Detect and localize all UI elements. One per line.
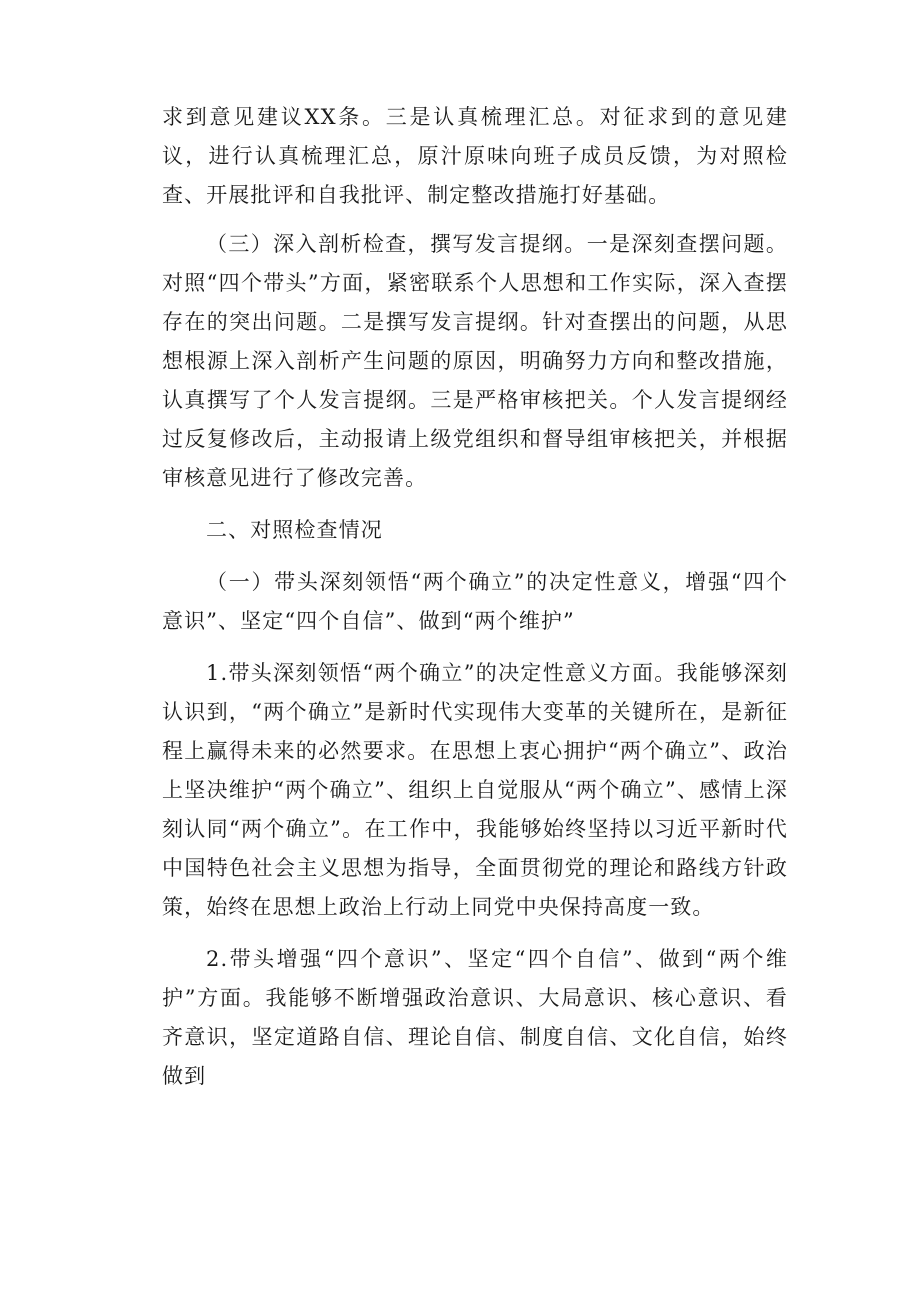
paragraph-continuation: 求到意见建议XX条。三是认真梳理汇总。对征求到的意见建议，进行认真梳理汇总，原汁原味向班子成员反馈，为对照检查、开展批评和自我批评、制定整改措施打好基础。 bbox=[162, 105, 788, 207]
paragraph-item-2: 2.带头增强“四个意识”、坚定“四个自信”、做到“两个维护”方面。我能够不断增强政治意识、大局意识、核心意识、看齐意识，坚定道路自信、理论自信、制度自信、文化自信，始终做到 bbox=[162, 947, 788, 1088]
paragraph-item-1: 1.带头深刻领悟“两个确立”的决定性意义方面。我能够深刻认识到，“两个确立”是新时代实现伟大变革的关键所在，是新征程上赢得未来的必然要求。在思想上衷心拥护“两个确立”、政治上坚决维护“两个确立”、组织上自觉服从“两个确立”、感情上深刻认同“两个确立”。在工作中，我能够始终坚持以习近平新时代中国特色社会主义思想为指导，全面贯彻党的理论和路线方针政策，始终在思想上政治上行动上同党中央保持高度一致。 bbox=[162, 661, 788, 919]
document-body bbox=[162, 98, 788, 1096]
subsection-heading-1: （一）带头深刻领悟“两个确立”的决定性意义，增强“四个意识”、坚定“四个自信”、做到“两个维护” bbox=[162, 570, 788, 633]
paragraph-subsection-3: （三）深入剖析检查，撰写发言提纲。一是深刻查摆问题。对照“四个带头”方面，紧密联系个人思想和工作实际，深入查摆存在的突出问题。二是撰写发言提纲。针对查摆出的问题，从思想根源上深入剖析产生问题的原因，明确努力方向和整改措施，认真撰写了个人发言提纲。三是严格审核把关。个人发言提纲经过反复修改后，主动报请上级党组织和督导组审核把关，并根据审核意见进行了修改完善。 bbox=[162, 232, 788, 490]
section-heading-2: 二、对照检查情况 bbox=[206, 518, 383, 542]
